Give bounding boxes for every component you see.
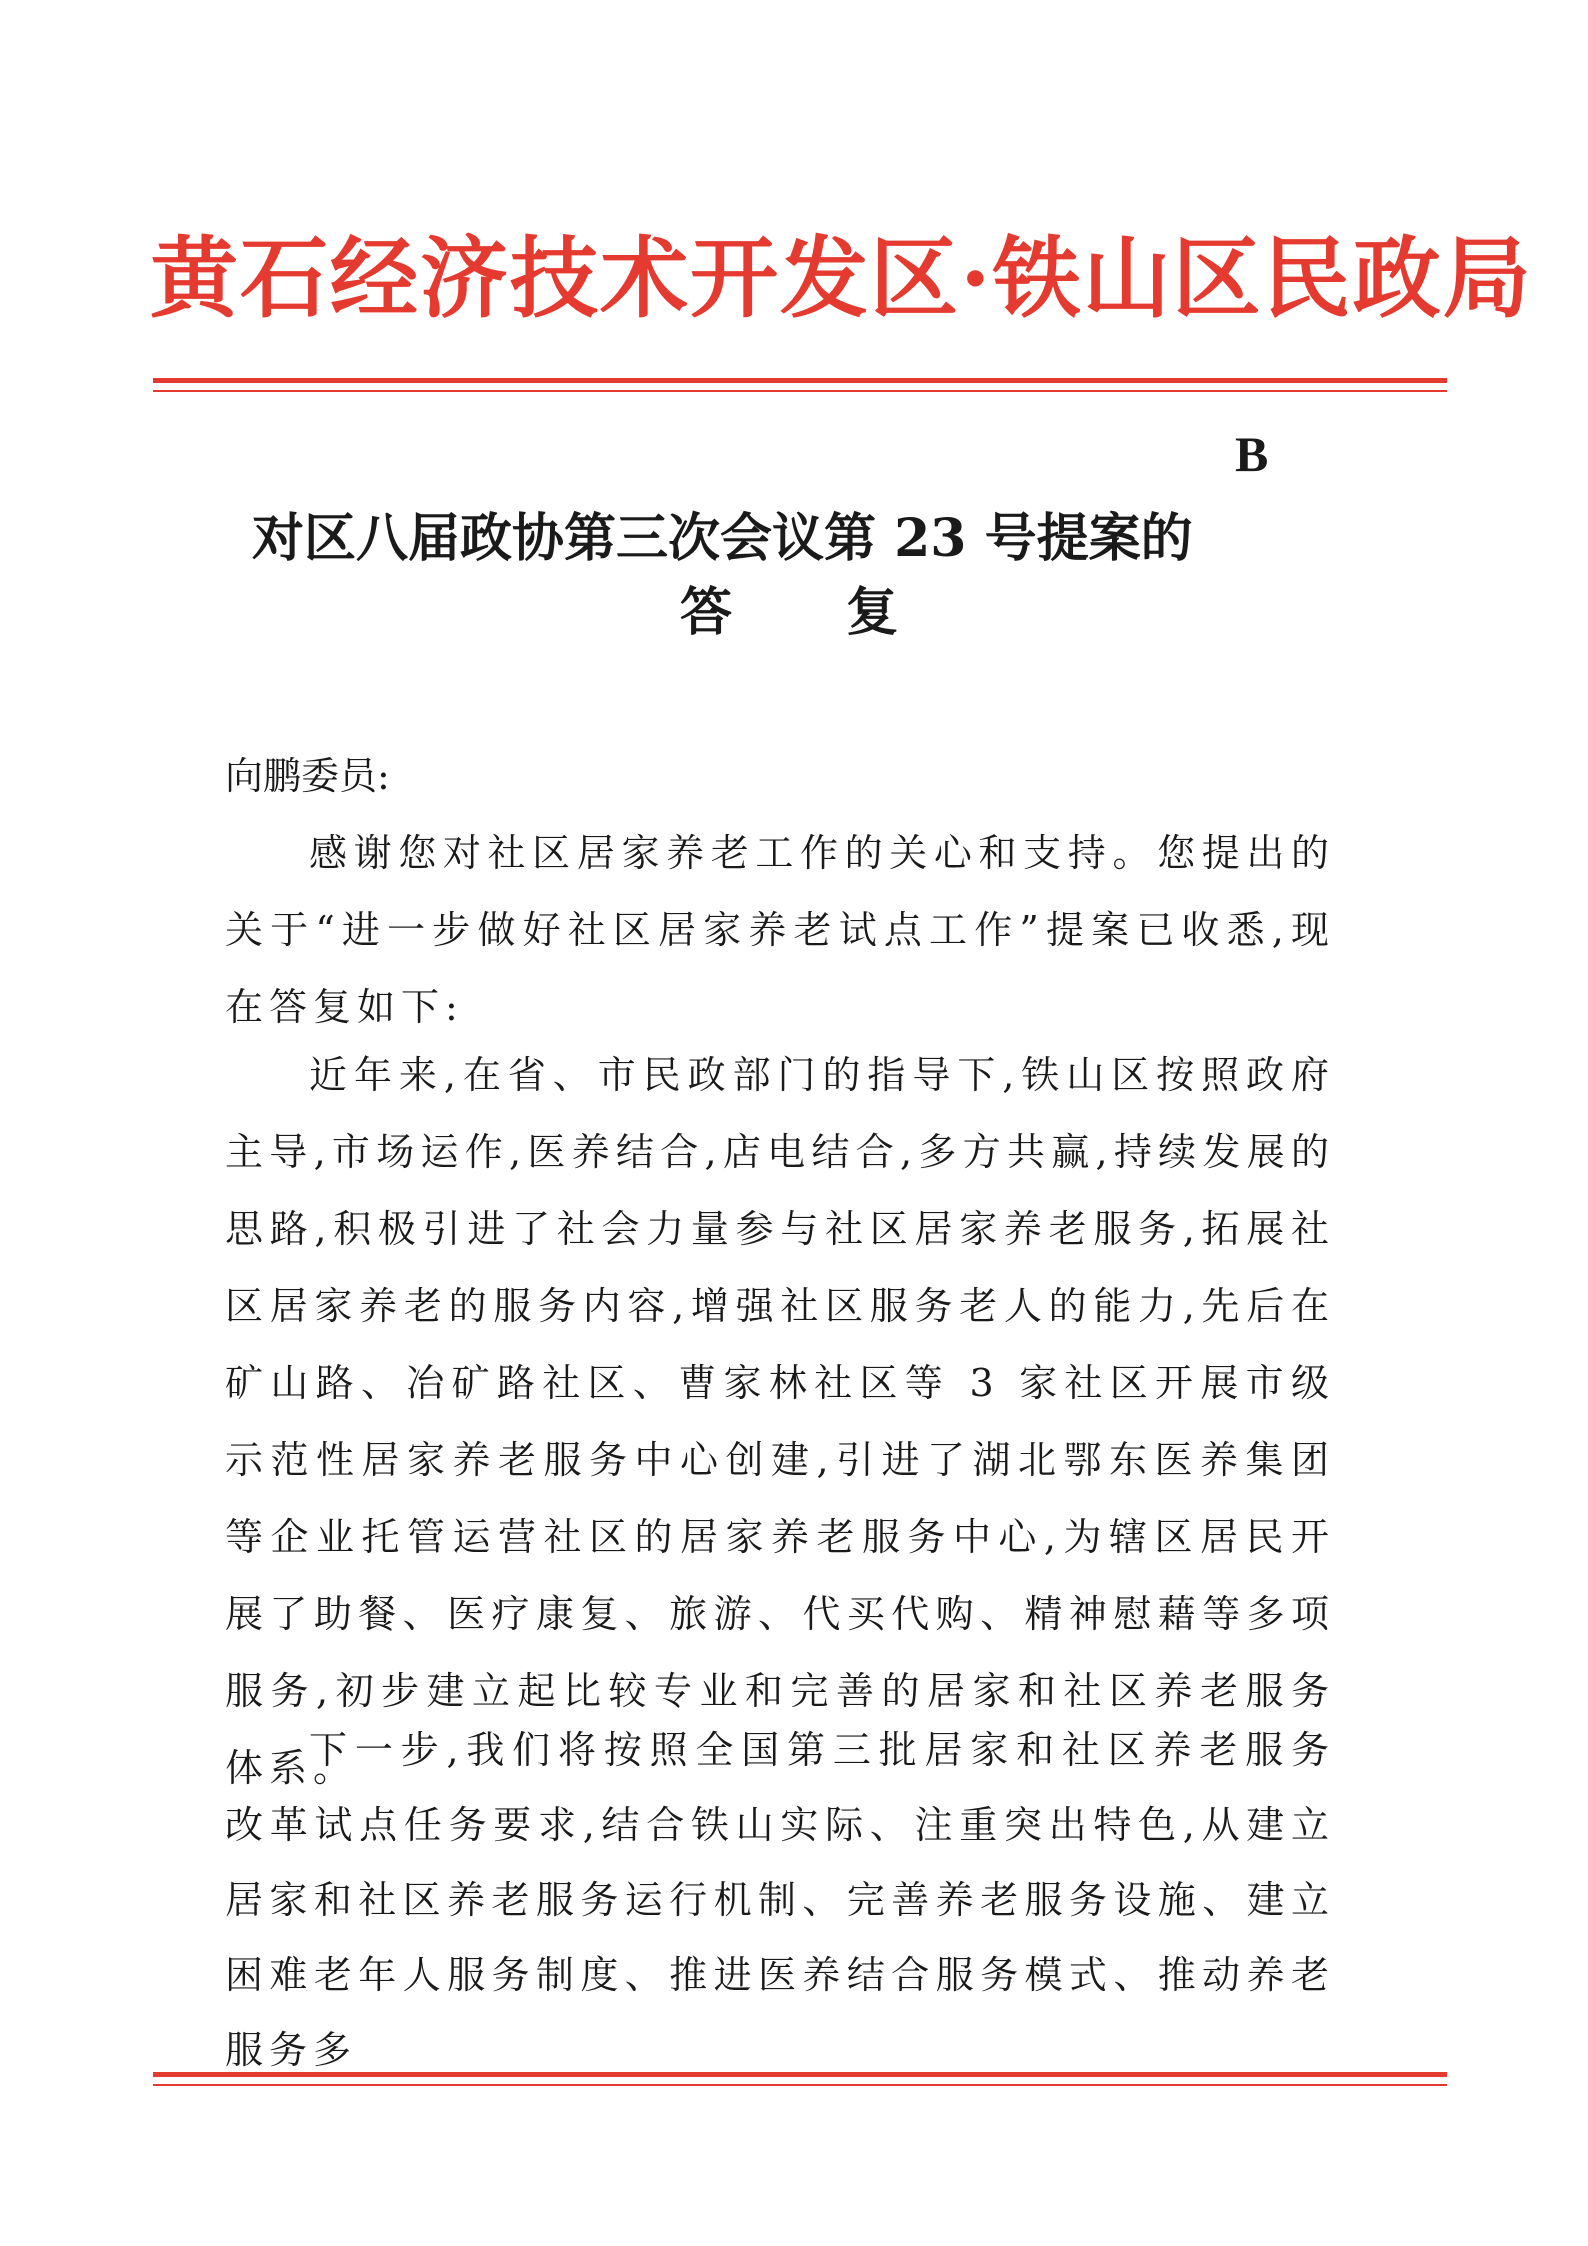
document-title-line-1: 对区八届政协第三次会议第 23 号提案的: [252, 508, 1193, 569]
red-rule-thick: [153, 378, 1447, 383]
masthead-red-rule: [153, 378, 1447, 392]
footer-rule-thin: [153, 2084, 1447, 2086]
footer-rule-thick: [153, 2072, 1447, 2077]
body-paragraph-2: 近年来,在省、市民政部门的指导下,铁山区按照政府主导,市场运作,医养结合,店电结合,多方共赢,持续发展的思路,积极引进了社会力量参与社区居家养老服务,拓展社区居家养老的服务内容,增强社区服务老人的能力,先后在矿山路、冶矿路社区、曹家林社区等 3 家社区开展市级示范性居家养老服务中心创建,引进了湖北鄂东医养集团等企业托管运营社区的居家养老服务中心,为辖区居民开展了助餐、医疗康复、旅游、代买代购、精神慰藉等多项服务,初步建立起比较专业和完善的居家和社区养老服务体系。: [225, 1053, 1335, 1790]
body-paragraph-3: 下一步,我们将按照全国第三批居家和社区养老服务改革试点任务要求,结合铁山实际、注重突出特色,从建立居家和社区养老服务运行机制、完善养老服务设施、建立困难老年人服务制度、推进医养结合服务模式、推动养老服务多: [225, 1728, 1335, 2072]
issuer-masthead: 黄石经济技术开发区·铁山区民政局: [150, 226, 1533, 330]
body-paragraph-1: 感谢您对社区居家养老工作的关心和支持。您提出的关于“进一步做好社区居家养老试点工作”提案已收悉,现在答复如下:: [225, 831, 1335, 1029]
footer-red-rule: [153, 2072, 1447, 2086]
salutation: 向鹏委员:: [225, 754, 390, 798]
red-rule-thin: [153, 390, 1447, 392]
grade-mark: B: [1235, 426, 1269, 482]
document-title-line-2: 答 复: [680, 582, 947, 643]
